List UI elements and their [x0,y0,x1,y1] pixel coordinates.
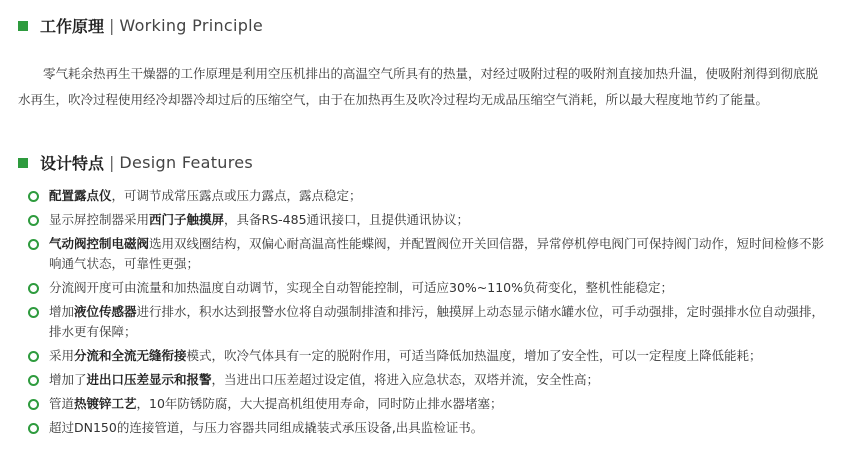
feature-text: 超过DN150的连接管道，与压力容器共同组成撬装式承压设备,出具监检证书。 [49,420,484,435]
feature-text: 采用 [49,348,75,363]
feature-item [28,394,828,414]
circle-bullet-icon [28,423,39,434]
circle-bullet-icon [28,239,39,250]
feature-highlight: 热镀锌工艺 [74,396,137,411]
feature-highlight: 气动阀控制电磁阀 [49,236,150,251]
feature-text: ，具备RS-485通讯接口，且提供通讯协议； [224,212,470,227]
heading-separator: | [109,16,115,35]
feature-item [28,234,828,274]
working-principle-paragraph: 零气耗余热再生干燥器的工作原理是利用空压机排出的高温空气所具有的热量，对经过吸附过程的吸附剂直接加热升温，使吸附剂得到彻底脱水再生，吹冷过程使用经冷却器冷却过后的压缩空气，由于在加热再生及吹冷过程均无成品压缩空气消耗，所以最大程度地节约了能量。 [18,65,819,107]
working-principle-heading [18,14,263,37]
heading-en: Working Principle [119,16,264,35]
green-square-icon [18,21,28,31]
circle-bullet-icon [28,215,39,226]
feature-text: 分流阀开度可由流量和加热温度自动调节，实现全自动智能控制，可适应30%~110%负荷变化，整机性能稳定； [49,280,673,295]
feature-item [28,418,828,438]
heading-separator: | [109,153,115,172]
circle-bullet-icon [28,191,39,202]
feature-item [28,186,828,206]
feature-text: 选用双线圈结构，双偏心耐高温高性能蝶阀，并配置阀位开关回信器，异常停机停电阀门可保持阀门动作，短时间检修不影响通气状态，可靠性更强； [49,236,825,271]
feature-highlight: 进出口压差显示和报警 [86,372,212,387]
circle-bullet-icon [28,351,39,362]
heading-cn: 工作原理 [40,17,105,36]
feature-text: ，当进出口压差超过设定值，将进入应急状态，双塔并流，安全性高； [211,372,600,387]
feature-text: 增加 [49,304,75,319]
circle-bullet-icon [28,375,39,386]
feature-item [28,346,828,366]
feature-item [28,370,828,390]
feature-highlight: 液位传感器 [74,304,137,319]
feature-item [28,302,828,342]
heading-cn: 设计特点 [40,154,105,173]
circle-bullet-icon [28,307,39,318]
heading-en: Design Features [119,153,254,172]
feature-text: ，可调节成常压露点或压力露点，露点稳定； [111,188,362,203]
green-square-icon [18,158,28,168]
feature-highlight: 配置露点仪 [49,188,112,203]
feature-text: 进行排水，积水达到报警水位将自动强制排渣和排污，触摸屏上动态显示储水罐水位，可手动强排，定时强排水位自动强排，排水更有保障； [49,304,825,339]
design-features-heading [18,151,253,174]
feature-highlight: 分流和全流无缝衔接 [74,348,187,363]
feature-item [28,210,828,230]
feature-text: ，10年防锈防腐，大大提高机组使用寿命，同时防止排水器堵塞； [136,396,503,411]
feature-list [28,186,828,442]
feature-text: 显示屏控制器采用 [49,212,150,227]
circle-bullet-icon [28,399,39,410]
feature-text: 管道 [49,396,75,411]
feature-highlight: 西门子触摸屏 [149,212,225,227]
circle-bullet-icon [28,283,39,294]
feature-text: 模式，吹冷气体具有一定的脱附作用，可适当降低加热温度，增加了安全性，可以一定程度上降低能耗； [186,348,762,363]
feature-item [28,278,828,298]
feature-text: 增加了 [49,372,87,387]
